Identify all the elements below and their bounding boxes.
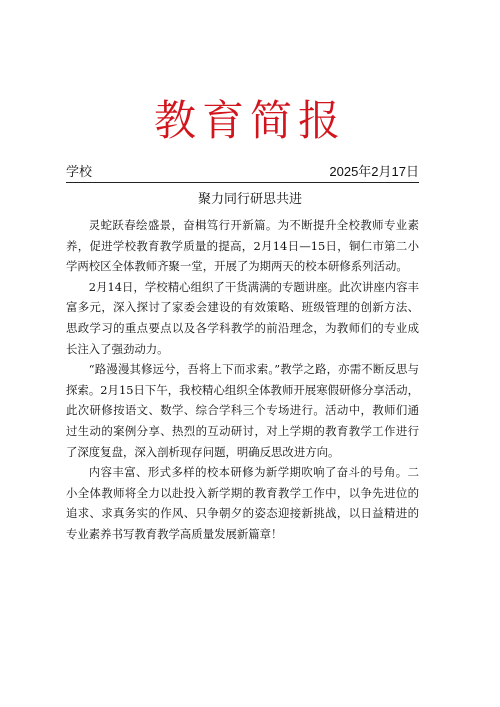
article-paragraph-1: 灵蛇跃春绘盛景，奋楫笃行开新篇。为不断提升全校教师专业素养，促进学校教育教学质量的提高，2月14日—15日，铜仁市第二小学两校区全体教师齐聚一堂，开展了为期两天的校本研修系列活动。 [66,218,419,274]
issue-date: 2025年2月17日 [329,164,419,179]
newsletter-masthead: 教育简报 [153,96,346,145]
article-paragraph-3: “路漫漫其修远兮，吾将上下而求索。”教学之路，亦需不断反思与探索。2月15日下午，我校精心组织全体教师开展寒假研修分享活动，此次研修按语文、数学、综合学科三个专场进行。活动中，教师们通过生动的案例分享、热烈的互动研讨，对上学期的教育教学工作进行了深度复盘，深入剖析现存问题，明确反思改进方向。 [66,362,419,459]
header-divider [66,182,419,183]
article-paragraph-2: 2月14日，学校精心组织了干货满满的专题讲座。此次讲座内容丰富多元，深入探讨了家委会建设的有效策略、班级管理的创新方法、思政学习的重点要点以及各学科教学的前沿理念，为教师们的专业成长注入了强劲动力。 [66,279,419,356]
school-name: 学校 [66,164,93,179]
article-body [66,215,419,545]
header-row [66,164,419,182]
article-paragraph-4: 内容丰富、形式多样的校本研修为新学期吹响了奋斗的号角。二小全体教师将全力以赴投入新学期的教育教学工作中，以争先进位的追求、求真务实的作风、只争朝夕的姿态迎接新挑战，以日益精进的专业素养书写教育教学高质量发展新篇章！ [66,465,419,541]
article-title: 聚力同行研思共进 [197,191,302,206]
